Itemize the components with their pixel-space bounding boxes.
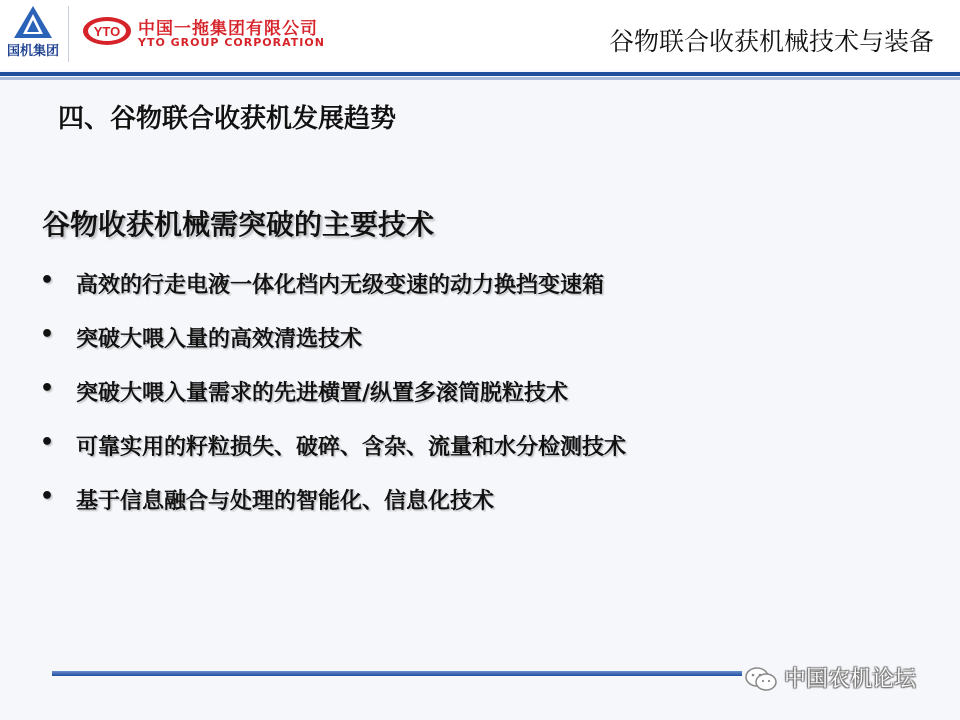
header-rule [0, 72, 960, 76]
bullet-icon: • [40, 484, 55, 509]
bullet-icon: • [40, 376, 55, 401]
logo-divider [68, 6, 69, 62]
header-title: 谷物联合收获机械技术与装备 [608, 27, 934, 56]
sinomach-logo [0, 0, 66, 66]
list-item [40, 484, 626, 538]
section-title: 四、谷物联合收获机发展趋势 [58, 104, 397, 134]
list-item [40, 268, 626, 322]
footer-rule [52, 671, 742, 676]
list-item-text: 可靠实用的籽粒损失、破碎、含杂、流量和水分检测技术 [76, 435, 627, 460]
list-item-text: 突破大喂入量需求的先进横置/纵置多滚筒脱粒技术 [76, 381, 569, 406]
bullet-list [40, 268, 626, 538]
content-subtitle: 谷物收获机械需突破的主要技术 [42, 208, 435, 241]
list-item [40, 430, 626, 484]
list-item [40, 322, 626, 376]
sinomach-logo-text: 国机集团 [6, 44, 59, 59]
yto-company-name-cn: 中国一拖集团有限公司 [138, 19, 318, 39]
yto-logo-mark [82, 16, 132, 50]
list-item-text: 基于信息融合与处理的智能化、信息化技术 [76, 489, 495, 514]
bullet-icon: • [40, 322, 55, 347]
list-item [40, 376, 626, 430]
wechat-icon [744, 666, 778, 692]
list-item-text: 突破大喂入量的高效清选技术 [76, 327, 363, 352]
yto-company-name-en: YTO GROUP CORPORATION [138, 36, 325, 49]
watermark-text: 中国农机论坛 [784, 667, 917, 692]
bullet-icon: • [40, 268, 55, 293]
yto-logo-mark-text: YTO [93, 24, 121, 39]
header-rule-light [0, 77, 960, 80]
sinomach-mountain-icon [8, 4, 58, 42]
slide-header [0, 0, 960, 70]
bullet-icon: • [40, 430, 55, 455]
list-item-text: 高效的行走电液一体化档内无级变速的动力换挡变速箱 [76, 273, 605, 298]
